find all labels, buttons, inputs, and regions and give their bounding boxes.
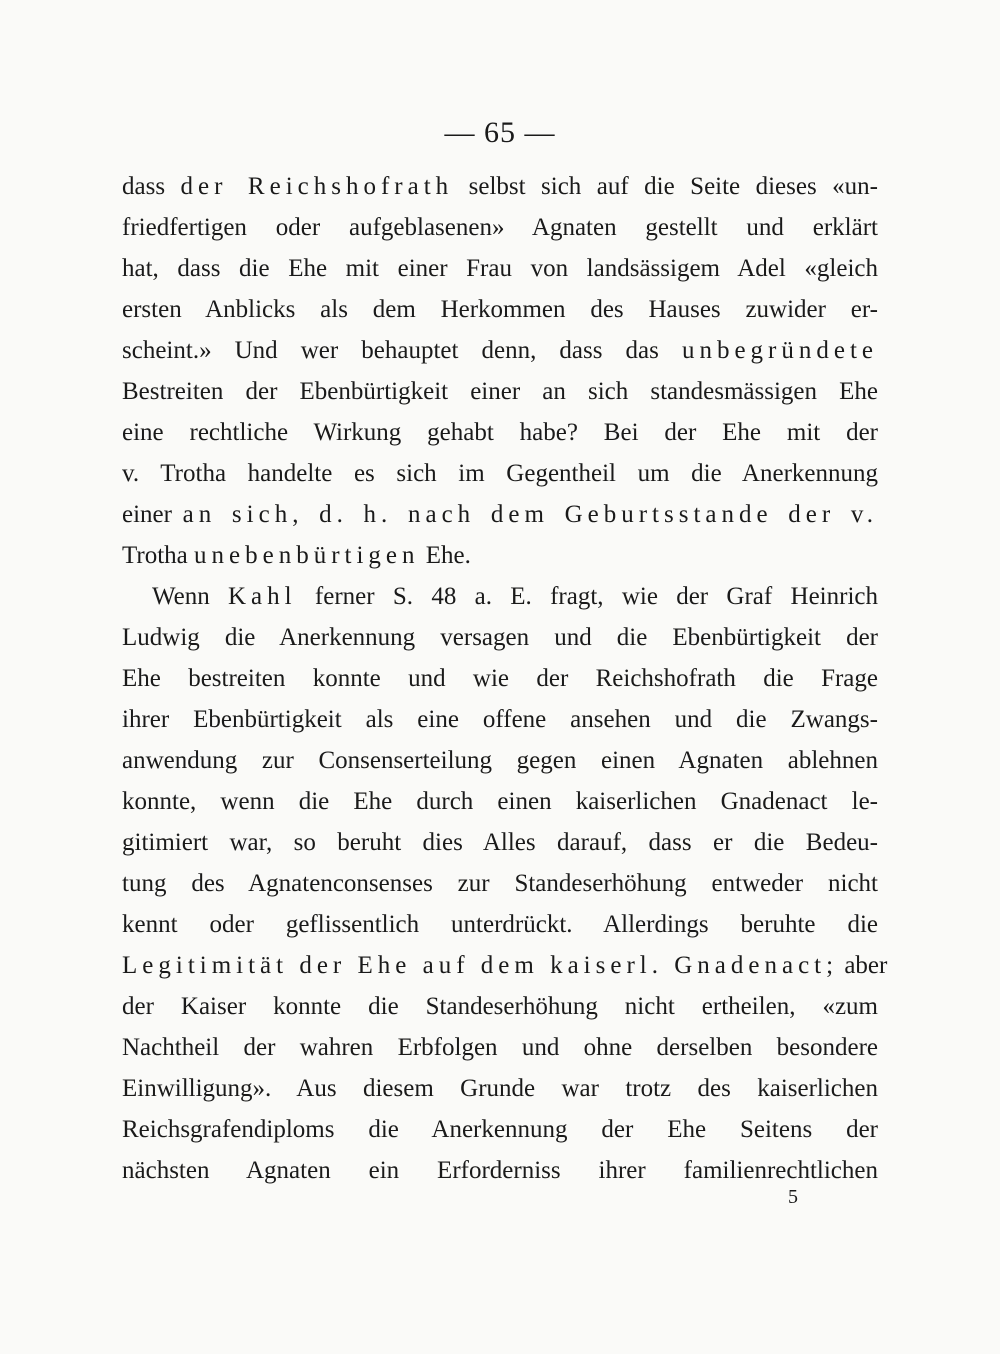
spaced-text: der Reichshofrath <box>180 173 454 200</box>
line-text: Ludwig die Anerkennung versagen und die Ebenbürtigkeit der <box>122 624 878 651</box>
line-text: v. Trotha handelte es sich im Gegentheil um die Anerkennung <box>122 460 878 487</box>
signature-mark: 5 <box>788 1186 798 1208</box>
line-text: Wenn <box>152 583 228 610</box>
line-text: Bestreiten der Ebenbürtigkeit einer an sich standesmässigen Ehe <box>122 378 878 405</box>
text-line <box>122 289 878 330</box>
line-text: der Kaiser konnte die Standeserhöhung nicht ertheilen, «zum <box>122 993 878 1020</box>
spaced-text: unbegründete <box>681 337 878 364</box>
text-line <box>122 248 878 289</box>
text-line <box>122 535 878 576</box>
line-text: Trotha <box>122 542 195 569</box>
line-text: scheint.» Und wer behauptet denn, dass das <box>122 337 682 364</box>
text-line <box>122 699 878 740</box>
line-text: ihrer Ebenbürtigkeit als eine offene ansehen und die Zwangs- <box>122 706 878 733</box>
text-line <box>122 1068 878 1109</box>
text-line <box>122 617 878 658</box>
text-line <box>122 945 888 986</box>
line-text: einer <box>122 501 183 528</box>
text-line <box>122 371 878 412</box>
text-line <box>122 166 878 207</box>
text-line <box>122 822 878 863</box>
line-text: Ehe bestreiten konnte und wie der Reichshofrath die Frage <box>122 665 878 692</box>
line-text: hat, dass die Ehe mit einer Frau von landsässigem Adel «gleich <box>122 255 878 282</box>
spaced-text: Legitimität der Ehe auf dem kaiserl. Gnadenact; <box>122 952 839 979</box>
text-line <box>122 412 878 453</box>
line-text: selbst sich auf die Seite dieses «un- <box>453 173 879 200</box>
line-text: eine rechtliche Wirkung gehabt habe? Bei der Ehe mit der <box>122 419 878 446</box>
line-text: kennt oder geflissentlich unterdrückt. Allerdings beruhte die <box>122 911 878 938</box>
text-line <box>122 658 878 699</box>
text-line <box>122 986 878 1027</box>
line-text: dass <box>122 173 181 200</box>
line-text: konnte, wenn die Ehe durch einen kaiserlichen Gnadenact le- <box>122 788 878 815</box>
text-line <box>122 576 878 617</box>
text-line <box>122 1150 878 1191</box>
line-text: anwendung zur Consenserteilung gegen einen Agnaten ablehnen <box>122 747 878 774</box>
line-text: Ehe. <box>419 542 471 569</box>
text-line <box>122 863 878 904</box>
line-text: friedfertigen oder aufgeblasenen» Agnaten gestellt und erklärt <box>122 214 878 241</box>
line-text: gitimiert war, so beruht dies Alles darauf, dass er die Bedeu- <box>122 829 878 856</box>
text-line <box>122 1109 878 1150</box>
body-text <box>122 166 888 1191</box>
line-text: Reichsgrafendiploms die Anerkennung der Ehe Seitens der <box>122 1116 878 1143</box>
line-text: ersten Anblicks als dem Herkommen des Hauses zuwider er- <box>122 296 878 323</box>
spaced-text: unebenbürtigen <box>194 542 420 569</box>
text-line <box>122 494 878 535</box>
text-line <box>122 453 878 494</box>
text-line <box>122 781 878 822</box>
line-text: nächsten Agnaten ein Erforderniss ihrer familienrechtlichen <box>122 1157 878 1184</box>
text-line <box>122 740 878 781</box>
text-line <box>122 207 878 248</box>
page-number: — 65 — <box>444 116 556 149</box>
line-text: ferner S. 48 a. E. fragt, wie der Graf Heinrich <box>296 583 878 610</box>
spaced-text: Kahl <box>228 583 297 610</box>
line-text: Einwilligung». Aus diesem Grunde war trotz des kaiserlichen <box>122 1075 878 1102</box>
line-text: tung des Agnatenconsenses zur Standeserhöhung entweder nicht <box>122 870 878 897</box>
spaced-text: an sich, d. h. nach dem Geburtsstande der v. <box>182 501 879 528</box>
text-line <box>122 904 878 945</box>
line-text: aber <box>838 952 888 979</box>
text-line <box>122 330 878 371</box>
line-text: Nachtheil der wahren Erbfolgen und ohne derselben besondere <box>122 1034 878 1061</box>
text-line <box>122 1027 878 1068</box>
